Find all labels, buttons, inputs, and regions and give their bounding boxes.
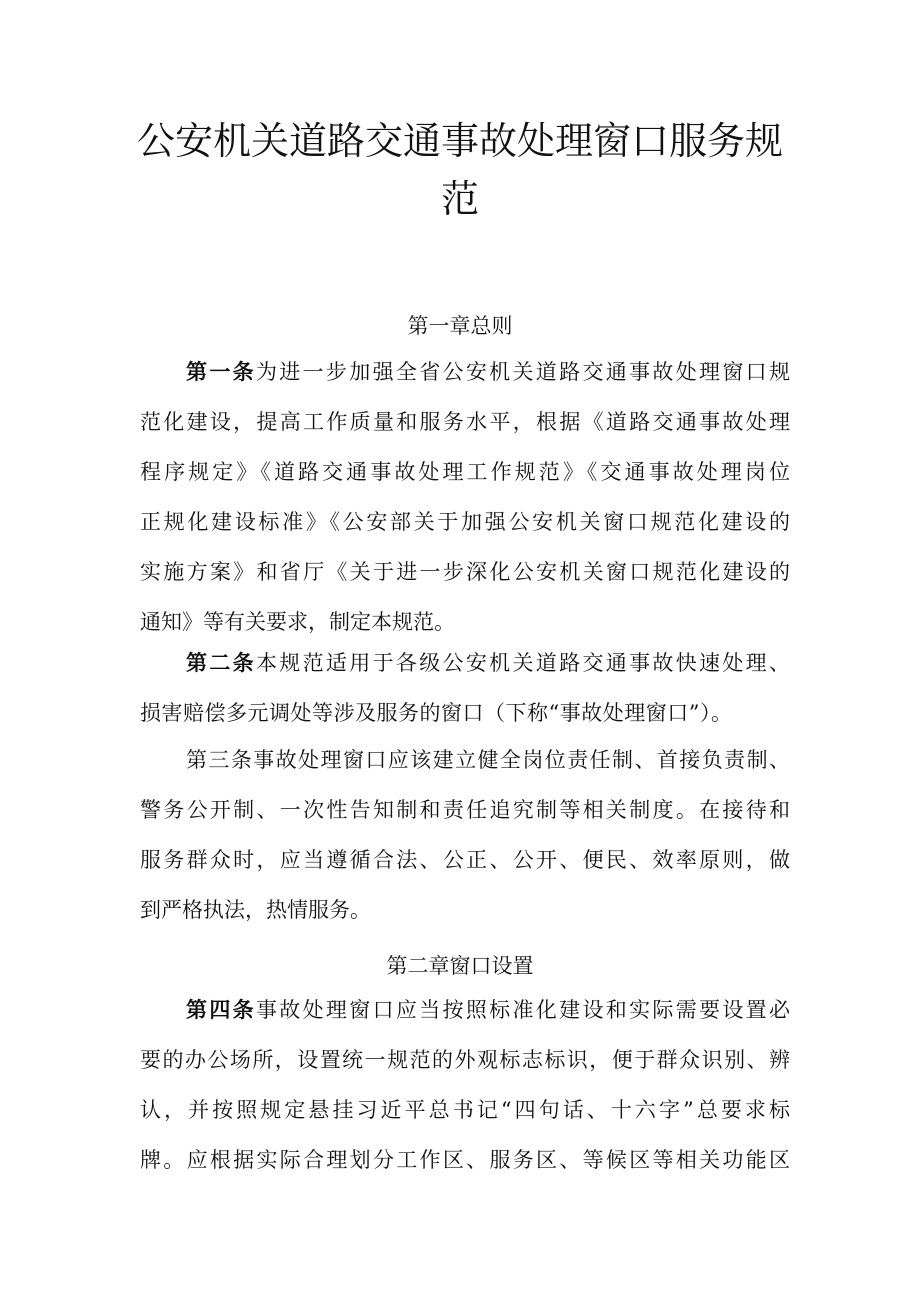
article-line: 实施方案》和省厅《关于进一步深化公安机关窗口规范化建设的 [140,560,790,584]
article-line: 要的办公场所，设置统一规范的外观标志标识，便于群众识别、辨 [140,1048,790,1072]
article-2 [140,638,790,738]
article-1 [140,347,790,647]
document-title [120,112,800,228]
article-label: 第二条 [186,651,256,675]
article-line: 第三条事故处理窗口应该建立健全岗位责任制、首接负责制、 [186,748,790,772]
article-line: 程序规定》《道路交通事故处理工作规范》《交通事故处理岗位 [140,460,790,484]
chapter-heading-2: 第二章窗口设置 [386,954,534,978]
title-line-2: 范 [440,177,479,221]
article-line: 认，并按照规定悬挂习近平总书记“四句话、十六字”总要求标 [140,1098,790,1122]
article-line: 到严格执法，热情服务。 [140,898,371,922]
article-line: 正规化建设标准》《公安部关于加强公安机关窗口规范化建设的 [140,510,790,534]
article-line: 警务公开制、一次性告知制和责任追究制等相关制度。在接待和 [140,798,790,822]
article-line: 服务群众时，应当遵循合法、公正、公开、便民、效率原则，做 [140,848,790,872]
article-line: 损害赔偿多元调处等涉及服务的窗口（下称“事故处理窗口”）。 [140,701,733,725]
article-line: 第一条为进一步加强全省公安机关道路交通事故处理窗口规 [186,360,791,384]
article-4 [140,985,790,1185]
article-3 [140,735,790,935]
article-line: 范化建设，提高工作质量和服务水平，根据《道路交通事故处理 [140,410,790,434]
title-line-1: 公安机关道路交通事故处理窗口服务规 [136,119,783,163]
article-line: 第四条事故处理窗口应当按照标准化建设和实际需要设置必 [186,998,791,1022]
article-label: 第四条 [186,998,256,1022]
article-label: 第一条 [186,360,256,384]
article-line: 通知》等有关要求，制定本规范。 [140,610,455,634]
chapter-heading-1: 第一章总则 [407,314,513,338]
article-line: 第二条本规范适用于各级公安机关道路交通事故快速处理、 [186,651,791,675]
article-line: 牌。应根据实际合理划分工作区、服务区、等候区等相关功能区 [140,1148,790,1172]
